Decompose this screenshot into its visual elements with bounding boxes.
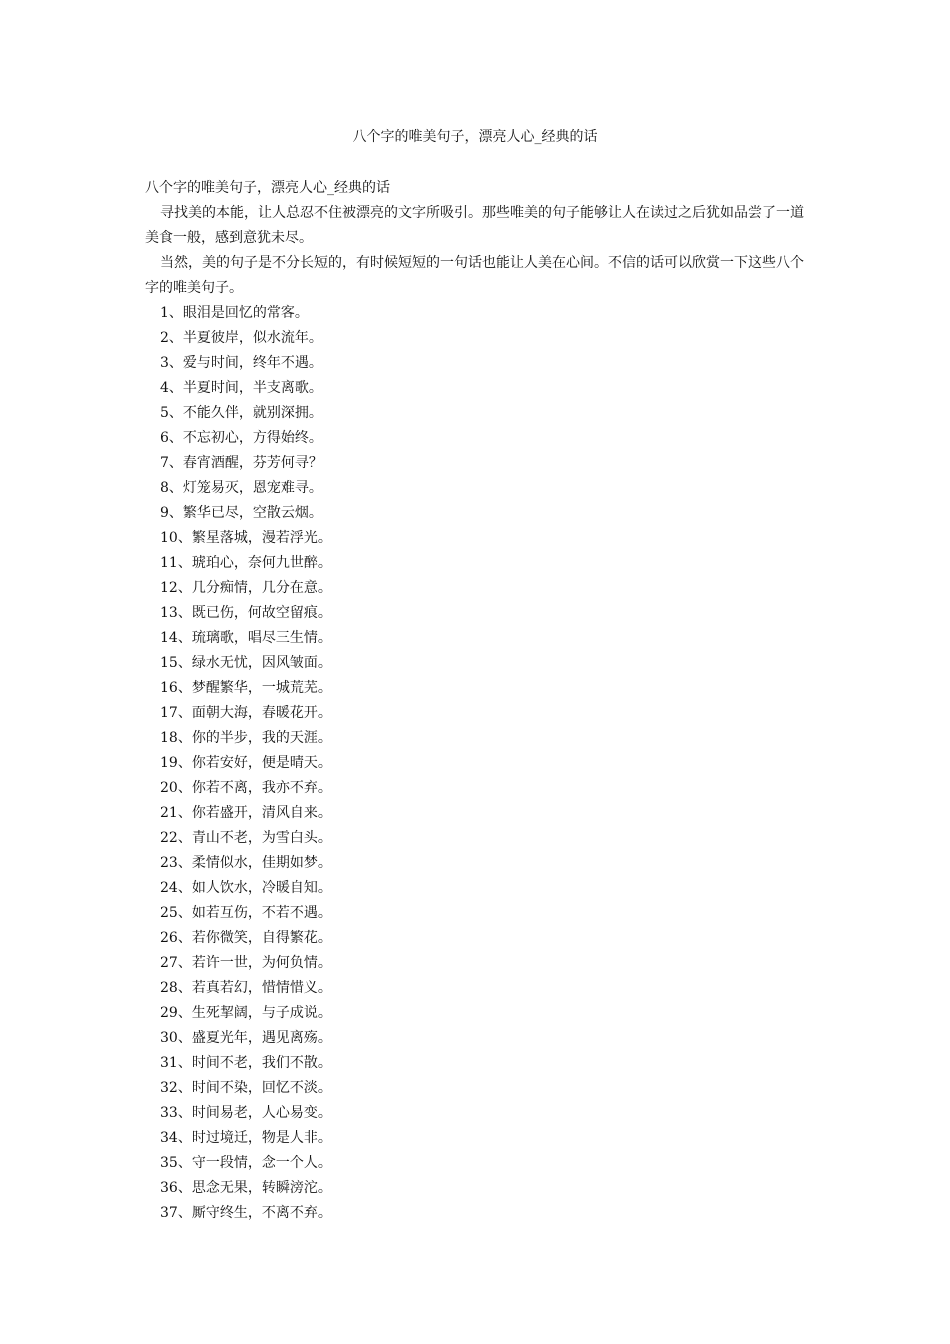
list-item: 3、爱与时间，终年不遇。 bbox=[160, 355, 323, 371]
list-item: 1、眼泪是回忆的常客。 bbox=[160, 305, 309, 321]
list-item: 22、青山不老，为雪白头。 bbox=[160, 830, 332, 846]
list-item: 32、时间不染，回忆不淡。 bbox=[160, 1080, 332, 1096]
list-item: 31、时间不老，我们不散。 bbox=[160, 1055, 332, 1071]
list-item: 33、时间易老，人心易变。 bbox=[160, 1105, 332, 1121]
list-item: 35、守一段情，念一个人。 bbox=[160, 1155, 332, 1171]
list-item: 27、若许一世，为何负情。 bbox=[160, 955, 332, 971]
list-item: 14、琉璃歌，唱尽三生情。 bbox=[160, 630, 332, 646]
intro-paragraph: 寻找美的本能，让人总忍不住被漂亮的文字所吸引。那些唯美的句子能够让人在读过之后犹如品尝了一道美食一般，感到意犹未尽。 bbox=[145, 205, 804, 246]
list-item: 18、你的半步，我的天涯。 bbox=[160, 730, 332, 746]
list-item: 15、绿水无忧，因风皱面。 bbox=[160, 655, 332, 671]
list-item: 6、不忘初心，方得始终。 bbox=[160, 430, 323, 446]
list-item: 10、繁星落城，漫若浮光。 bbox=[160, 530, 332, 546]
list-item: 12、几分痴情，几分在意。 bbox=[160, 580, 332, 596]
list-item: 28、若真若幻，惜情惜义。 bbox=[160, 980, 332, 996]
list-item: 25、如若互伤，不若不遇。 bbox=[160, 905, 332, 921]
list-item: 36、思念无果，转瞬滂沱。 bbox=[160, 1180, 332, 1196]
list-item: 30、盛夏光年，遇见离殇。 bbox=[160, 1030, 332, 1046]
list-item: 11、琥珀心，奈何九世醉。 bbox=[160, 555, 332, 571]
list-item: 26、若你微笑，自得繁花。 bbox=[160, 930, 332, 946]
list-item: 24、如人饮水，冷暖自知。 bbox=[160, 880, 332, 896]
list-item: 8、灯笼易灭，恩宠难寻。 bbox=[160, 480, 323, 496]
list-item: 19、你若安好，便是晴天。 bbox=[160, 755, 332, 771]
list-item: 7、春宵酒醒，芬芳何寻？ bbox=[160, 455, 323, 471]
list-item: 20、你若不离，我亦不弃。 bbox=[160, 780, 332, 796]
list-item: 34、时过境迁，物是人非。 bbox=[160, 1130, 332, 1146]
list-item: 37、厮守终生，不离不弃。 bbox=[160, 1205, 332, 1221]
list-item: 17、面朝大海，春暖花开。 bbox=[160, 705, 332, 721]
article-heading: 八个字的唯美句子，漂亮人心_经典的话 bbox=[145, 180, 390, 196]
lead-paragraph: 当然，美的句子是不分长短的，有时候短短的一句话也能让人美在心间。不信的话可以欣赏一下这些八个字的唯美句子。 bbox=[145, 255, 804, 296]
document-title: 八个字的唯美句子，漂亮人心_经典的话 bbox=[352, 129, 598, 145]
list-item: 13、既已伤，何故空留痕。 bbox=[160, 605, 332, 621]
list-item: 29、生死挈阔，与子成说。 bbox=[160, 1005, 332, 1021]
list-item: 21、你若盛开，清风自来。 bbox=[160, 805, 332, 821]
list-item: 9、繁华已尽，空散云烟。 bbox=[160, 505, 323, 521]
list-item: 5、不能久伴，就别深拥。 bbox=[160, 405, 323, 421]
document-body bbox=[145, 176, 805, 1226]
list-item: 4、半夏时间，半支离歌。 bbox=[160, 380, 323, 396]
list-item: 16、梦醒繁华，一城荒芜。 bbox=[160, 680, 332, 696]
sentence-list bbox=[145, 301, 805, 1226]
list-item: 2、半夏彼岸，似水流年。 bbox=[160, 330, 323, 346]
list-item: 23、柔情似水，佳期如梦。 bbox=[160, 855, 332, 871]
